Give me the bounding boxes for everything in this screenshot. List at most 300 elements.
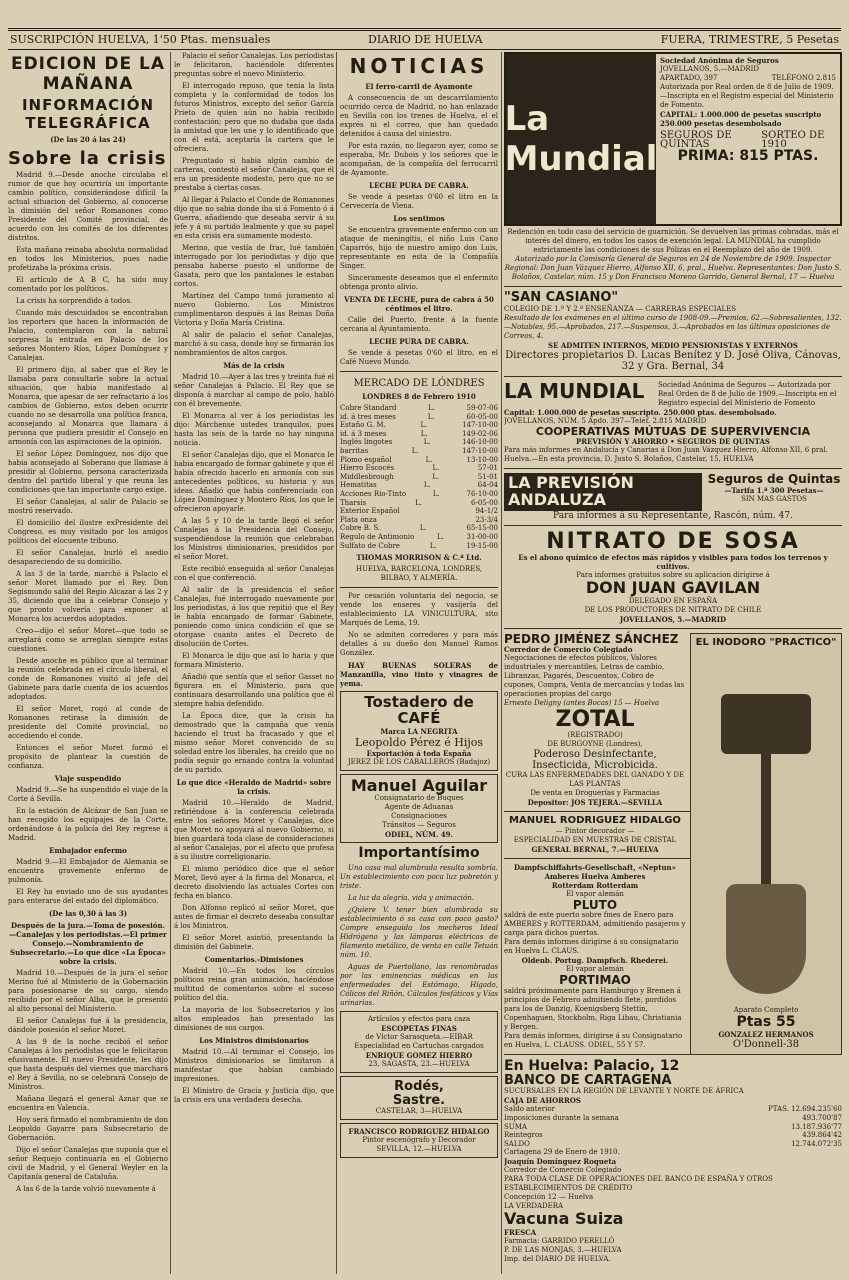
- ship-route: Amberes Huelva Amberes: [544, 871, 646, 881]
- banco-date: Cartagena 29 de Enero de 1910.: [504, 1148, 620, 1157]
- san-casiano-sub: COLEGIO DE 1.ª Y 2.ª ENSEÑANZA — CARRERAS ESPECIALES: [504, 304, 737, 313]
- row-unit: L.: [432, 464, 440, 473]
- time-note: (De las 20 á las 24): [50, 135, 126, 144]
- paragraph: Entonces el señor Moret formó el propósito de plantear la cuestión de confianza.: [8, 744, 168, 770]
- row-value: 76-10-00: [466, 489, 498, 498]
- divider: [504, 628, 842, 629]
- la-mundial-ad: [504, 52, 842, 226]
- table-row: [340, 481, 498, 490]
- column-3: [340, 52, 498, 1274]
- subhead: LECHE PURA DE CABRA.: [369, 181, 469, 190]
- company-type: Sociedad Anónima de Seguros: [660, 56, 779, 65]
- san-casiano-results: Resultado de los exámenes en el último curso de 1908-09.—Premios, 62.—Sobresalientes, 132.—Notables, 95.—Aprobados, 217.—Suspensos, 3.—Aprobados en las últimas oposiciones de Correos, 4.: [504, 313, 842, 340]
- column-rule: [501, 52, 502, 1274]
- tank-illustration: [721, 694, 811, 754]
- divider: [504, 286, 842, 287]
- row-label: Imposiciones durante la semana: [504, 1113, 619, 1122]
- paragraph: El domicilio del ilustre exPresidente del Congreso, es muy visitado por los amigos políticos del elocuente tribuno.: [8, 519, 168, 545]
- nitrato-title: NITRATO DE SOSA: [546, 528, 800, 554]
- subhead: Los sentimos: [393, 214, 445, 223]
- paragraph: El mismo periódico dice que el señor Moret, llevó ayer á la firma del Monarca, el decreto disolviendo las actuales Cortes con fecha en blanco.: [174, 865, 334, 900]
- coffee-ad-brand: Marca LA NEGRITA: [380, 726, 458, 736]
- paragraph: Añadió que sentía que el señor Gasset no figurara en el Ministerio, para que continuara desarrollando una política que él siempre habia defendido.: [174, 673, 334, 708]
- vacuna-name: Vacuna Suiza: [504, 1209, 624, 1229]
- paragraph: La mayoria de los Subsecretarios y los altos empleados han presentado las dimisiones de sus cargos.: [174, 1006, 334, 1032]
- tailor-ad-line: Rodés,: [394, 1079, 444, 1095]
- vacuna-address: P. DE LAS MONJAS, 3.—HUELVA: [504, 1246, 622, 1255]
- subhead: Más de la crisis: [223, 361, 285, 370]
- ship2-info: Para demás informes, dirigirse á su Consignatario en Huelva, L. CLAUSS. ODIEL, 55 Y 57.: [504, 1032, 683, 1050]
- row-unit: L.: [420, 429, 428, 438]
- aguilar-ad-line: Tránsitos — Seguros: [382, 821, 456, 830]
- row-label: barritas: [340, 446, 369, 455]
- table-row: [340, 421, 498, 430]
- paragraph: El Ministro de Gracia y Justicia dijo, que la crisis era una verdadera desecha.: [174, 1087, 334, 1104]
- row-label: Hematitas: [340, 481, 377, 490]
- painter-ad: [340, 1123, 498, 1158]
- paragraph: El señor Canalejas, burló el asedio desapareciendo de su domicilio.: [8, 549, 168, 566]
- paragraph: A las 3 de la tarde, marchó á Palacio el señor Moret llamado por el Rey. Don Segismundo salió del Regio Alcazar á las 2 y 35, diciendo que iba á celebrar Consejo y que pronto volvería para exponer al Monarca los acuerdos adoptados.: [8, 570, 168, 623]
- column-2: [174, 52, 334, 1274]
- paragraph: Madrid 9.—Desde anoche circulaba el rumor de que hoy ocurriría un importante cambio político, considerándose difícil la actual situacion del Gobierno, al conocerse la dimisión del señor Romanones como Presidente del Comité provincial, de acuerdo con los comités de los diferentes distritos.: [8, 171, 168, 242]
- hunting-ad-line: ENRIQUE GOMEZ HIERRO: [365, 1051, 473, 1061]
- paragraph: Madrid 10.—Heraldo de Madrid, refiriéndose á la conferencia celebrada entre los señores Moret y Canalejas, dice que Moret no apoyará al nuevo Gobierno, si bien guardará toda clase de consideraciones al señor Canalejas, por el afecto que profesa á su ilustre correligionario.: [174, 799, 334, 861]
- paragraph: Esta mañana reinaba absoluta normalidad en todos los Ministerios, pues nadie profetizaba la próxima crisis.: [8, 246, 168, 272]
- sin-gastos: SIN MAS GASTOS: [741, 494, 807, 503]
- table-row: [340, 404, 498, 413]
- subhead: VENTA DE LECHE, pura de cabra á 50 céntimos el litro.: [344, 295, 494, 313]
- paragraph: Hoy será firmado el nombramiento de don Leopoldo Gayarre para Subsecretario de Gobernación.: [8, 1116, 168, 1142]
- row-value: 59-07-06: [466, 404, 498, 412]
- row-label: Saldo anterior: [504, 1105, 555, 1114]
- row-unit: L.: [428, 404, 435, 412]
- table-row: [504, 1105, 842, 1114]
- paragraph: Al salir de la presidencia el señor Canalejas, fué interrogado nuevamente por los periodistas, á los que repitió que el Rey le habia encargado de formar Gabinete, poniendo como única condición el que se otorgase cuanto antes el Decreto de disolución de Cortes.: [174, 586, 334, 648]
- paragraph: La Época dice, que la crisis ha demostrado que la campaña que venía haciendo el trust ha fracasado y que el mismo señor Moret convencido de su soledad entre los liberales, ha creído que no podía seguir go ernando contra la voluntad de su partido.: [174, 712, 334, 774]
- row-unit: L.: [437, 532, 444, 541]
- paragraph: HAY BUENAS SOLERAS de Manzanilla, vino tinto y vinagres de yema.: [340, 661, 498, 689]
- aguilar-ad: [340, 774, 498, 844]
- paragraph: Dijo el señor Canalejas que suponía que el señor Requejo continuaría en el Gobierno civil de Madrid, y el General Weyler en la Capitanía general de Cataluña.: [8, 1146, 168, 1181]
- paragraph: Este recibió enseguida al señor Canalejas con el que conferenció.: [174, 565, 334, 582]
- paragraph: La crisis ha sorprendido á todos.: [16, 297, 133, 305]
- nitrato-info: Para informes gratuitos sobre su aplicacion dirigirse á: [576, 570, 770, 579]
- nitrato-prod: DE LOS PRODUCTORES DE NITRATO DE CHILE: [584, 605, 762, 614]
- headline: Sobre la crisis: [8, 148, 167, 169]
- row-value: 23-3/4: [475, 515, 498, 524]
- capital: CAPITAL: 1.000.000 de pesetas suscripto 250.000 pesetas desembolsado: [660, 110, 822, 128]
- hunting-ad-address: 23, SAGASTA, 23.—HUELVA: [368, 1060, 470, 1069]
- row-unit: L.: [425, 455, 433, 464]
- edition-title: EDICION DE LA MAÑANA: [10, 54, 166, 94]
- row-label: id. á 3 meses: [340, 429, 387, 438]
- jd-address: Concepción 12 — Huelva: [504, 1193, 594, 1202]
- paragraph: Mañana llegará el general Aznar que se encuentra en Valencia.: [8, 1095, 168, 1112]
- inodoro-footer: [691, 1006, 841, 1050]
- row-value: 19-15-00: [466, 541, 498, 550]
- row-value: 65-15-00: [466, 524, 498, 533]
- paragraph: El señor Moret asintió, presentando la dimisión del Gabinete.: [174, 934, 334, 951]
- market-table: [340, 404, 498, 550]
- table-row: [340, 533, 498, 542]
- hunting-ad: [340, 1011, 498, 1073]
- outside-price: FUERA, TRIMESTRE, 5 Pesetas: [660, 33, 839, 46]
- paragraph: El Monarca le dijo que así lo haria y que formara Ministerio.: [174, 652, 334, 669]
- la-mundial-reps: Autorizado por la Comisaría General de Seguros en 24 de Noviembre de 1909. Inspector Regional: Don Juan Vázquez Hierro, Alfonso XII, 6, pral., Huelva. Representantes: Don Justo S. Bolaños, Castelar, núm. 15 y Don Francisco Moreno Garrido, General Bernal, 17 — Huelva: [504, 255, 842, 281]
- ship2-name: PORTIMAO: [559, 973, 631, 988]
- sorteo-label: SORTEO DE 1910: [761, 130, 825, 150]
- row-label: id. á tres meses: [340, 412, 396, 421]
- row-label: SUMA: [504, 1122, 527, 1131]
- aguilar-ad-title: Manuel Aguilar: [350, 775, 488, 795]
- row-value: 51-01: [477, 472, 498, 481]
- zotal-title: ZOTAL: [555, 707, 635, 733]
- table-row: [340, 447, 498, 456]
- masthead: [8, 28, 841, 50]
- bank-table: [504, 1105, 842, 1148]
- row-value: 149-02-06: [462, 429, 498, 438]
- market-source: THOMAS MORRISON & C.ª Ltd.: [356, 553, 482, 563]
- table-row: [340, 507, 498, 516]
- row-value: 13-10-00: [466, 455, 498, 464]
- la-mundial-title: LA MUNDIAL: [504, 378, 645, 403]
- mr-address: GENERAL BERNAL, 7.—HUELVA: [531, 844, 659, 854]
- row-label: Cobre Standard: [340, 404, 397, 412]
- table-row: [340, 499, 498, 508]
- zotal-by: DE BURGOYNE (Londres),: [547, 740, 643, 749]
- paragraph: Se vende á pesetas 0'60 el litro, en el Café Nuevo Mundo.: [340, 349, 498, 366]
- prevision-info: Para informes á su Representante, Rascón, núm. 47.: [553, 510, 793, 521]
- jd-name: Joaquín Domínguez Roqueta: [504, 1157, 617, 1167]
- aguilar-ad-line: Consignatario de Buques: [374, 794, 464, 803]
- paragraph: A las 6 de la tarde volvió nuevamente á: [16, 1185, 156, 1193]
- paragraph: Palacio el señor Canalejas. Los periodistas le felicitaron, haciéndole diferentes preguntas sobre el nuevo Ministerio.: [174, 52, 334, 78]
- hunting-ad-line: ESCOPETAS FINAS: [381, 1024, 457, 1034]
- row-value: 493.700'87: [802, 1113, 842, 1122]
- row-label: Plomo español: [340, 455, 392, 464]
- coffee-ad-title: Tostadero de CAFÉ: [364, 693, 474, 727]
- painter-ad-address: SEVILLA, 12.—HUELVA: [376, 1145, 462, 1154]
- paragraph: A las 5 y 10 de la tarde llegó el señor Canalejas á la Presidencia del Consejo, suspendiéndose la reunión que celebraban los Ministros dimisionarios, presididos por el señor Moret.: [174, 517, 334, 561]
- paragraph: Martínez del Campo tomó juramento al nuevo Gobierno. Los Ministros cumplimentaron después á las Reinas Doña Victoria y Doña María Cristina.: [174, 292, 334, 327]
- hunting-ad-line: Artículos y efectos para caza: [367, 1015, 471, 1024]
- vacuna-shop: Farmacia: GARRIDO PERELLÓ: [504, 1237, 615, 1246]
- ship-name: PLUTO: [572, 897, 618, 912]
- subhead: Después de la jura.—Toma de posesión.—Canalejas y los periodistas.—El primer Consejo.—Nombramiento de Subsecretario.—Lo que dice «La Época» sobre la crisis.: [9, 921, 167, 966]
- zotal-line: CURA LAS ENFERMEDADES DEL GANADO Y DE LAS PLANTAS: [505, 771, 685, 789]
- paragraph: Al llegar á Palacio el Conde de Romanones dijo que no sabia donde iba si á Fomento ó á Guerra, añadiendo que deseaba servir á su jefe y á su partido lealmente y que su papel en esta crisis era sumamente modesto.: [174, 196, 334, 240]
- inodoro-ad: [690, 633, 842, 1055]
- paragraph: Al salir de palacio el señor Canalejas, marchó á su casa, donde hoy se firmarán los nombramientos de altos cargos.: [174, 331, 334, 357]
- row-unit: L.: [432, 472, 440, 481]
- ship-route: Rotterdam Rotterdam: [551, 880, 639, 890]
- pipe-illustration: [761, 754, 771, 884]
- row-value: 60-05-00: [466, 412, 498, 421]
- divider: [504, 376, 842, 377]
- mr-sub: — Pintor decorador —: [555, 826, 635, 835]
- subhead: Viaje suspendido: [54, 774, 122, 783]
- column-rule: [170, 52, 171, 1274]
- subhead: Los Ministros dimisionarios: [199, 1036, 309, 1045]
- inodoro-line: Aparato Completo: [733, 1005, 799, 1014]
- nitrato-del: DELEGADO EN ESPAÑA: [628, 596, 718, 605]
- phone: TELÉFONO 2.815: [771, 74, 836, 82]
- paragraph: No se admiten corredores y para más detalles á su dueño don Manuel Ramos González.: [340, 631, 498, 658]
- row-unit: L.: [427, 412, 435, 421]
- time-note: (De las 0,30 á las 3): [48, 909, 128, 918]
- column-1: [8, 52, 168, 1274]
- la-mundial-ad-2: [504, 378, 842, 408]
- zotal-depot: Depositor: JOS TEJERA.—SEVILLA: [527, 798, 663, 808]
- paragraph: Madrid 10.—En todos los círculos políticos reina gran animación, haciéndose multitud de comentarios sobre el suceso político del día.: [174, 967, 334, 1002]
- banco-caja: CAJA DE AHORROS: [504, 1096, 581, 1106]
- table-row: [504, 1123, 842, 1132]
- paragraph: Se encuentra gravemente enfermo con un ataque de meningitis, el niño Luis Cano Caparrós, hijo de nuestro amigo don Luis, representante en esta de la Compañía Singer.: [340, 226, 498, 270]
- tarifa: —Tarifa 1.ª 300 Pesetas—: [724, 485, 824, 495]
- mr-text: ESPECIALIDAD EN MUESTRAS DE CRISTAL: [513, 835, 677, 844]
- row-label: Tharsis: [340, 498, 367, 507]
- aguilar-ad-line: Consignaciones: [391, 812, 447, 821]
- table-row: [340, 516, 498, 525]
- market-cities: HUELVA, BARCELONA, LONDRES, BILBAO, Y ALMERÍA.: [355, 565, 483, 583]
- vacuna-fresh: FRESCA: [504, 1228, 537, 1238]
- paragraph: Por cesación voluntaria del negocio, se vende los enseres y vasijería del establecimiento LA VINICULTURA, sito Marqués de Lema, 19.: [340, 592, 498, 628]
- hunting-ad-line: Especialidad en Cartuchos cargados: [354, 1042, 484, 1051]
- ship2-company: Oldenb. Portug. Dampfsch. Rhederei.: [521, 956, 669, 966]
- pj-address: Ernesto Deligny (antes Bocas) 15 — Huelva: [504, 699, 660, 708]
- paragraph: Madrid 10.—Después de la jura el señor Merino fué al Ministerio de la Gobernación para posesionarse de su cargo, siendo recibido por el señor Alba, que le presentó al alto personal del Ministerio.: [8, 969, 168, 1013]
- coffee-ad-place: JEREZ DE LOS CABALLEROS (Badajoz): [347, 757, 491, 766]
- zotal-line: Poderoso Desinfectante,: [533, 749, 657, 761]
- seguros-quintas: Seguros de Quintas: [707, 472, 841, 487]
- paragraph: Madrid 9.—El Embajador de Alemania se encuentra gravemente enfermo de pulmonía.: [8, 858, 168, 884]
- la-mundial-side: Sociedad Anónima de Seguros — Autorizada por Real Orden de 8 de Julio de 1909.—Inscripta en el Registro especial del Ministerio de Fomento: [658, 380, 837, 407]
- section-title: INFORMACIÓN TELEGRÁFICA: [21, 96, 155, 132]
- row-value: PTAS. 12.694.235'60: [768, 1105, 842, 1114]
- prevision-andaluza-ad: [504, 473, 842, 511]
- paragraph: Cuando más descuidados se encontraban los reporters que hacen la información de Palacio, contemplaron con la natural sorpresa la entrada en Palacio de los señores Montero Ríos, López Domínguez y Canalejas.: [8, 309, 168, 362]
- mr-name: MANUEL RODRIGUEZ HIDALGO: [509, 815, 681, 827]
- pj-name: PEDRO JIMÉNEZ SÁNCHEZ: [504, 631, 679, 646]
- painter-ad-line: Pintor escenógrafo y Decorador: [362, 1136, 476, 1145]
- paragraph: El señor López Domínguez, nos dijo que habia aconsejado al Soberano que llamase á presidir al Gobierno, persona caracterizada dentro del partido liberal y que reuna las condiciones que tan importante cargo exige.: [8, 450, 168, 494]
- inodoro-line: GONZALEZ HERMANOS: [718, 1029, 814, 1039]
- paragraph: En la estación de Alcázar de San Juan se han recogido los equipajes de la Corte, ordenándose á la policía del Rey regrese á Madrid.: [8, 807, 168, 842]
- prevision-andaluza-title: LA PREVISIÓN ANDALUZA: [504, 473, 702, 511]
- row-label: Middlesbrough: [340, 472, 394, 481]
- subhead: LECHE PURA DE CABRA.: [369, 337, 469, 346]
- paper-name: DIARIO DE HUELVA: [368, 33, 483, 46]
- paragraph: Una casa mal alumbrada resulta sombría. Un establecimiento con poca luz pobretón y triste.: [340, 864, 498, 891]
- paragraph: El Monarca al ver á los periodistas les dijo: Márchense ustedes tranquilos, pues hasta las seis de la tarde no hay ninguna noticia.: [174, 412, 334, 447]
- paragraph: El señor Canalejas dijo, que el Monarca le habia encargado de formar gabinete y que él habia ofrecido hacerlo en armonía con sus antecedentes políticos, su historia y sus ideas. Añadió que habia conferenciado con López Domínguez y Montero Ríos, los que le ofrecieron apoyarle.: [174, 451, 334, 513]
- ship2-text: saldrá próximamente para Hamburgo y Bremen á principios de Febrero admitiendo flete, pordidos para los de Danzig, Koenigsberg Stettin, Copenhaguen, Stockholm, Riga Libau, Christiania y Bergen.: [504, 987, 682, 1032]
- row-unit: L.: [423, 481, 431, 490]
- column-rule: [336, 52, 337, 1274]
- divider: [340, 371, 498, 372]
- paragraph: El señor Canalejas, al salir de Palacio se mostró reservado.: [8, 498, 168, 515]
- row-value: 439.864'42: [802, 1131, 842, 1140]
- paragraph: El interrogado repuso, que tenia la lista completa y la conformidad de todos los futuros Ministros, excepto del señor García Prieto de quien aún no habia recibido contestación; pero que no dudaba que dada la amistad que les une y lo identificado que con él está, aceptaría la cartera que le ofreciera.: [174, 82, 334, 153]
- aguilar-ad-line: Agente de Aduanas: [384, 803, 454, 812]
- table-row: [340, 464, 498, 473]
- ship-company: Dampfschiffahrts-Gesellschaft, «Neptun»: [513, 862, 676, 872]
- paragraph: A consecuencia de un descarrilamiento ocurrido cerca de Madrid, no han enlazado en Sevilla con los trenes de Huelva, el el exprés ni el correo, que han quedado detenidos á causa del siniestro.: [340, 94, 498, 138]
- row-label: Reintegros: [504, 1131, 543, 1140]
- aguilar-ad-address: ODIEL, NÚM. 49.: [385, 830, 453, 840]
- subscription-price: SUSCRIPCIÓN HUELVA, 1'50 Ptas. mensuales: [10, 33, 271, 46]
- ship-text: saldrá de este puerto sobre fines de Enero para AMBERES y ROTTERDAM, admitiendo pasajeros y carga para dichos puertos.: [504, 911, 686, 938]
- paragraph: El señor Canalejas fué á la presidencia, dándole posesión el señor Moret.: [8, 1017, 168, 1034]
- row-label: Estaño G. M.: [340, 421, 386, 430]
- huelva-palacio: En Huelva: Palacio, 12: [504, 1058, 680, 1075]
- paragraph: Madrid 10.—Al terminar el Consejo, los Ministros dimisionarios se limitaron á manifestar que habian cambiado impresiones.: [174, 1048, 334, 1083]
- jd-text: PARA TODA CLASE DE OPERACIONES DEL BANCO DE ESPAÑA Y OTROS ESTABLECIMIENTOS DE CRÉDITO: [504, 1175, 773, 1193]
- banco-title: BANCO DE CARTAGENA: [504, 1072, 672, 1088]
- ship-info: Para demás informes dirigirse á su consignatario en Huelva L. CLAUS.: [504, 938, 679, 956]
- san-casiano-directors: Directores propietarios D. Lucas Benítez y D. José Oliva, Cánovas, 32 y Gra. Bernal, 34: [505, 349, 841, 372]
- prevision-andaluza-right: [706, 473, 842, 511]
- subhead: Comentarios.-Dimisiones: [204, 955, 304, 964]
- quintas-row: [660, 131, 836, 149]
- subhead: Embajador enfermo: [49, 846, 127, 855]
- table-row: [340, 524, 498, 533]
- pj-sub: Corredor de Comercio Colegiado: [504, 645, 633, 655]
- row-value: 57-01: [477, 464, 498, 473]
- row-value: 94-1/2: [475, 507, 498, 516]
- tailor-ad-address: CASTELAR, 3—HUELVA: [375, 1107, 463, 1116]
- table-row: [340, 438, 498, 447]
- zotal-line: De venta en Droguerías y Farmacias: [530, 789, 660, 798]
- company-address: JOVELLANOS, 5.—MADRID: [660, 65, 759, 73]
- market-title: MERCADO DE LÓNDRES: [353, 378, 485, 389]
- news-title: NOTICIAS: [349, 54, 489, 78]
- paragraph: El Rey ha enviado uno de sus ayudantes para enterarse del estado del diplomático.: [8, 888, 168, 905]
- paragraph: Creo—dijo el señor Moret—que todo se arreglará como se arreglan siempre estas cuestiones.: [8, 627, 168, 653]
- subhead: Lo que dice «Heraldo de Madrid» sobre la crisis.: [176, 778, 332, 796]
- row-value: 6-05-00: [471, 498, 498, 507]
- paragraph: La luz da alegría, vida y animación.: [348, 894, 474, 903]
- row-value: 147-10-00: [462, 421, 498, 430]
- nitrato-address: JOVELLANOS, 5.—MADRID: [619, 614, 727, 624]
- subhead: El ferro-carril de Ayamonte: [365, 82, 473, 91]
- row-unit: L.: [432, 489, 440, 498]
- authorization: Autorizada por Real orden de 8 de Julio de 1909.—Inscripta en el Registro especial del Ministerio de Fomento.: [660, 83, 834, 109]
- row-label: Exterior Español: [340, 507, 400, 516]
- banco-sub: SUCURSALES EN LA REGIÓN DE LEVANTE Y NORTE DE ÁFRICA: [504, 1087, 744, 1096]
- la-mundial-info: [656, 54, 840, 224]
- paragraph: ¿Quiere V. tener bien alumbrada su establecimiento ó su casa con poco gasto? Compre enseguida los mecheros Ideal Hidrógeno y las lámparas eléctricas de filamento metálico, de venta en calle Tetuán núm. 10.: [340, 906, 498, 960]
- jd-sub: Corredor de Comercio Colegiado: [504, 1166, 622, 1175]
- coffee-ad: [340, 691, 498, 771]
- imprint: Imp. del DIARIO DE HUELVA.: [504, 1255, 611, 1264]
- table-row: [340, 413, 498, 422]
- la-mundial-logo: La Mundial: [506, 54, 656, 224]
- cooperativas: COOPERATIVAS MÚTUAS DE SUPERVIVENCIA: [535, 424, 811, 438]
- table-row: [504, 1140, 842, 1149]
- divider: [504, 468, 842, 469]
- paragraph: A las 9 de la noche recibió el señor Canalejas á los periodistas que le felicitaron efusivamente. El nuevo Presidente, les dijo que hasta después del viernes que marchará el Rey á Sevilla, no se celebrará Consejo de Ministros.: [8, 1038, 168, 1091]
- row-value: 31-00-00: [466, 532, 498, 541]
- la-mundial-text: Redención en todo caso del servicio de guarnición. Se devuelven las primas cobradas, más el interés del dinero, en todos los casos de exención legal. LA MUNDIAL ha cumplido estrictamente las condiciones de sus Pólizas en el Reemplazo del año de 1909.: [507, 228, 839, 254]
- paragraph: Aguas de Puertollano, las renombradas por las eminencias médicas en las enfermedades del Estómago, Hígado, Cólicos del Riñón, Cálculos fosfáticos y Vías urinarias.: [340, 963, 498, 1008]
- san-casiano-admit: SE ADMITEN INTERNOS, MEDIO PENSIONISTAS Y EXTERNOS: [548, 340, 798, 350]
- prima-price: PRIMA: 815 PTAS.: [677, 148, 819, 164]
- column-4-ads: [504, 52, 842, 1274]
- bowl-illustration: [726, 884, 806, 994]
- market-date: LONDRES 8 de Febrero 1910: [362, 392, 476, 401]
- paragraph: Don Alfonso replicó al señor Moret, que antes de firmar el decreto deseaba consultar á los Ministros.: [174, 904, 334, 930]
- row-value: 13.187.936'77: [791, 1122, 842, 1131]
- la-mundial-capital: Capital: 1.000.000 de pesetas suscripto. 250.000 ptas. desembolsado.: [504, 407, 777, 417]
- paragraph: El señor Moret, rogó al conde de Romanones retirase la dimisión de presidente del Comité provincial, no accediendo el conde.: [8, 705, 168, 740]
- zotal-line: Insecticida, Microbicida.: [532, 760, 658, 772]
- contact-row: [660, 74, 836, 83]
- row-label: Acciones Rio-Tinto: [340, 489, 407, 498]
- row-value: 147-10-00: [462, 446, 498, 455]
- row-label: Hierro Escocés: [340, 464, 395, 473]
- nitrato-sub: Es el abono químico de efectos más rápidos y visibles para todos los terrenos y cultivos.: [518, 552, 828, 571]
- paragraph: Se vende á pesetas 0'60 el litro en la Cervecería de Viena.: [340, 193, 498, 210]
- row-unit: L.: [411, 446, 419, 455]
- row-label: Regulo de Antimonio: [340, 532, 415, 541]
- paragraph: Merino, que vestía de frac, lué también interrogado por los periodistas y dijo que pensaba haberse puesto el uniforme de Gasata, pero que los pantalones le estaban cortos.: [174, 244, 334, 288]
- la-mundial-text-2: Para más informes en Andalucía y Canarias á Don Juan Vázquez Hierro, Alfonso XII, 6 pral. Huelva.—En esta provincia, D. Justo S. Bolaños, Castelar, 15, HUELVA: [504, 446, 828, 464]
- paragraph: El artículo de A B C, ha sido muy comentado por los políticos.: [8, 276, 168, 293]
- paragraph: Calle del Puerto, frente á la fuente cercana al Ayuntamiento.: [340, 316, 498, 333]
- vacuna-title: LA VERDADERA: [504, 1202, 564, 1211]
- paragraph: Preguntado si habia algún cambio de carteras, contestó el señor Canalejas, que él era un presidente modesto, pero que no se prestaba á ciertas cosas.: [174, 157, 334, 192]
- paragraph: Madrid 10.—Ayer á las tres y treinta fué el señor Canalejas á Palacio. El Rey que se disponía á marchar al campo de polo, habló con él brevemente.: [174, 373, 334, 408]
- la-mundial-address: JOVELLANOS, NÚM. 5 Apdo. 397—Teléf. 2.815 MADRID: [504, 416, 707, 425]
- row-label: SALDO: [504, 1139, 530, 1148]
- paragraph: Sinceramente deseamos que el enfermito obtenga pronto alivio.: [340, 274, 498, 291]
- prevision: PREVISIÓN Y AHORRO • SEGUROS DE QUINTAS: [576, 437, 770, 447]
- row-value: 12.744.072'35: [791, 1139, 842, 1148]
- coffee-ad-name: Leopoldo Pérez é Hijos: [354, 735, 484, 749]
- row-value: 146-10-00: [462, 438, 498, 447]
- po-box: APARTADO, 397: [660, 74, 718, 82]
- inodoro-address: O'Donnell-38: [732, 1038, 800, 1050]
- hunting-ad-line: de Víctor Sarasqueta.—EIBAR: [365, 1033, 473, 1042]
- table-row: [340, 430, 498, 439]
- tailor-ad-line: Sastre.: [392, 1092, 446, 1108]
- row-label: Sulfato de Cobre: [340, 541, 400, 550]
- pj-text: Negociaciones de efectos públicos, Valores industriales y mercantiles, Letras de cambio, Libranzas, Pagarés, Descuentos, Cobro de cupones, Compra, Venta de mercancías y todas las operaciones propias del cargo: [504, 654, 685, 699]
- paragraph: El primero dijo, al saber que el Rey le llamaba para consultarle sobre la actual situación, que habia manifestado al Monarca, que apesar de ser refractario á los cambios de Gobierno, estos deben ocurrir cuando no se desarrolla una política franca, aconsejando al Monarca que llamara á persona que pudiera presidir el Consejo en armonía con las aspiraciones de la opinión.: [8, 366, 168, 446]
- quintas-label: SEGUROS DE QUINTAS: [660, 130, 732, 150]
- coffee-ad-export: Exportación á toda España: [366, 748, 472, 758]
- row-label: Cobre B. S.: [340, 524, 381, 533]
- tailor-ad: [340, 1076, 498, 1120]
- table-row: [340, 542, 498, 551]
- inodoro-title: EL INODORO "PRACTICO": [695, 636, 837, 648]
- painter-ad-name: FRANCISCO RODRIGUEZ HIDALGO: [348, 1127, 490, 1137]
- row-unit: L.: [423, 438, 431, 447]
- importantisimo-title: Importantísimo: [358, 845, 480, 862]
- inodoro-price: Ptas 55: [736, 1013, 796, 1030]
- ship2-vapor: El vapor alemán: [566, 965, 624, 974]
- row-label: Plata onza: [340, 515, 377, 524]
- paragraph: Madrid 9.—Se ha suspendido el viaje de la Corte á Sevilla.: [8, 786, 168, 803]
- table-row: [340, 490, 498, 499]
- table-row: [504, 1131, 842, 1140]
- ship-vapor: El vapor alemán: [566, 889, 624, 898]
- zotal-reg: (REGISTRADO): [567, 731, 623, 740]
- divider: [504, 525, 842, 526]
- paragraph: Desde anoche es público que al terminar la reunión celebrada en el círculo liberal, el conde de Romanones visitó al jefe del Gabinete para darle cuenta de los acuerdos adoptados.: [8, 657, 168, 701]
- divider: [340, 587, 498, 588]
